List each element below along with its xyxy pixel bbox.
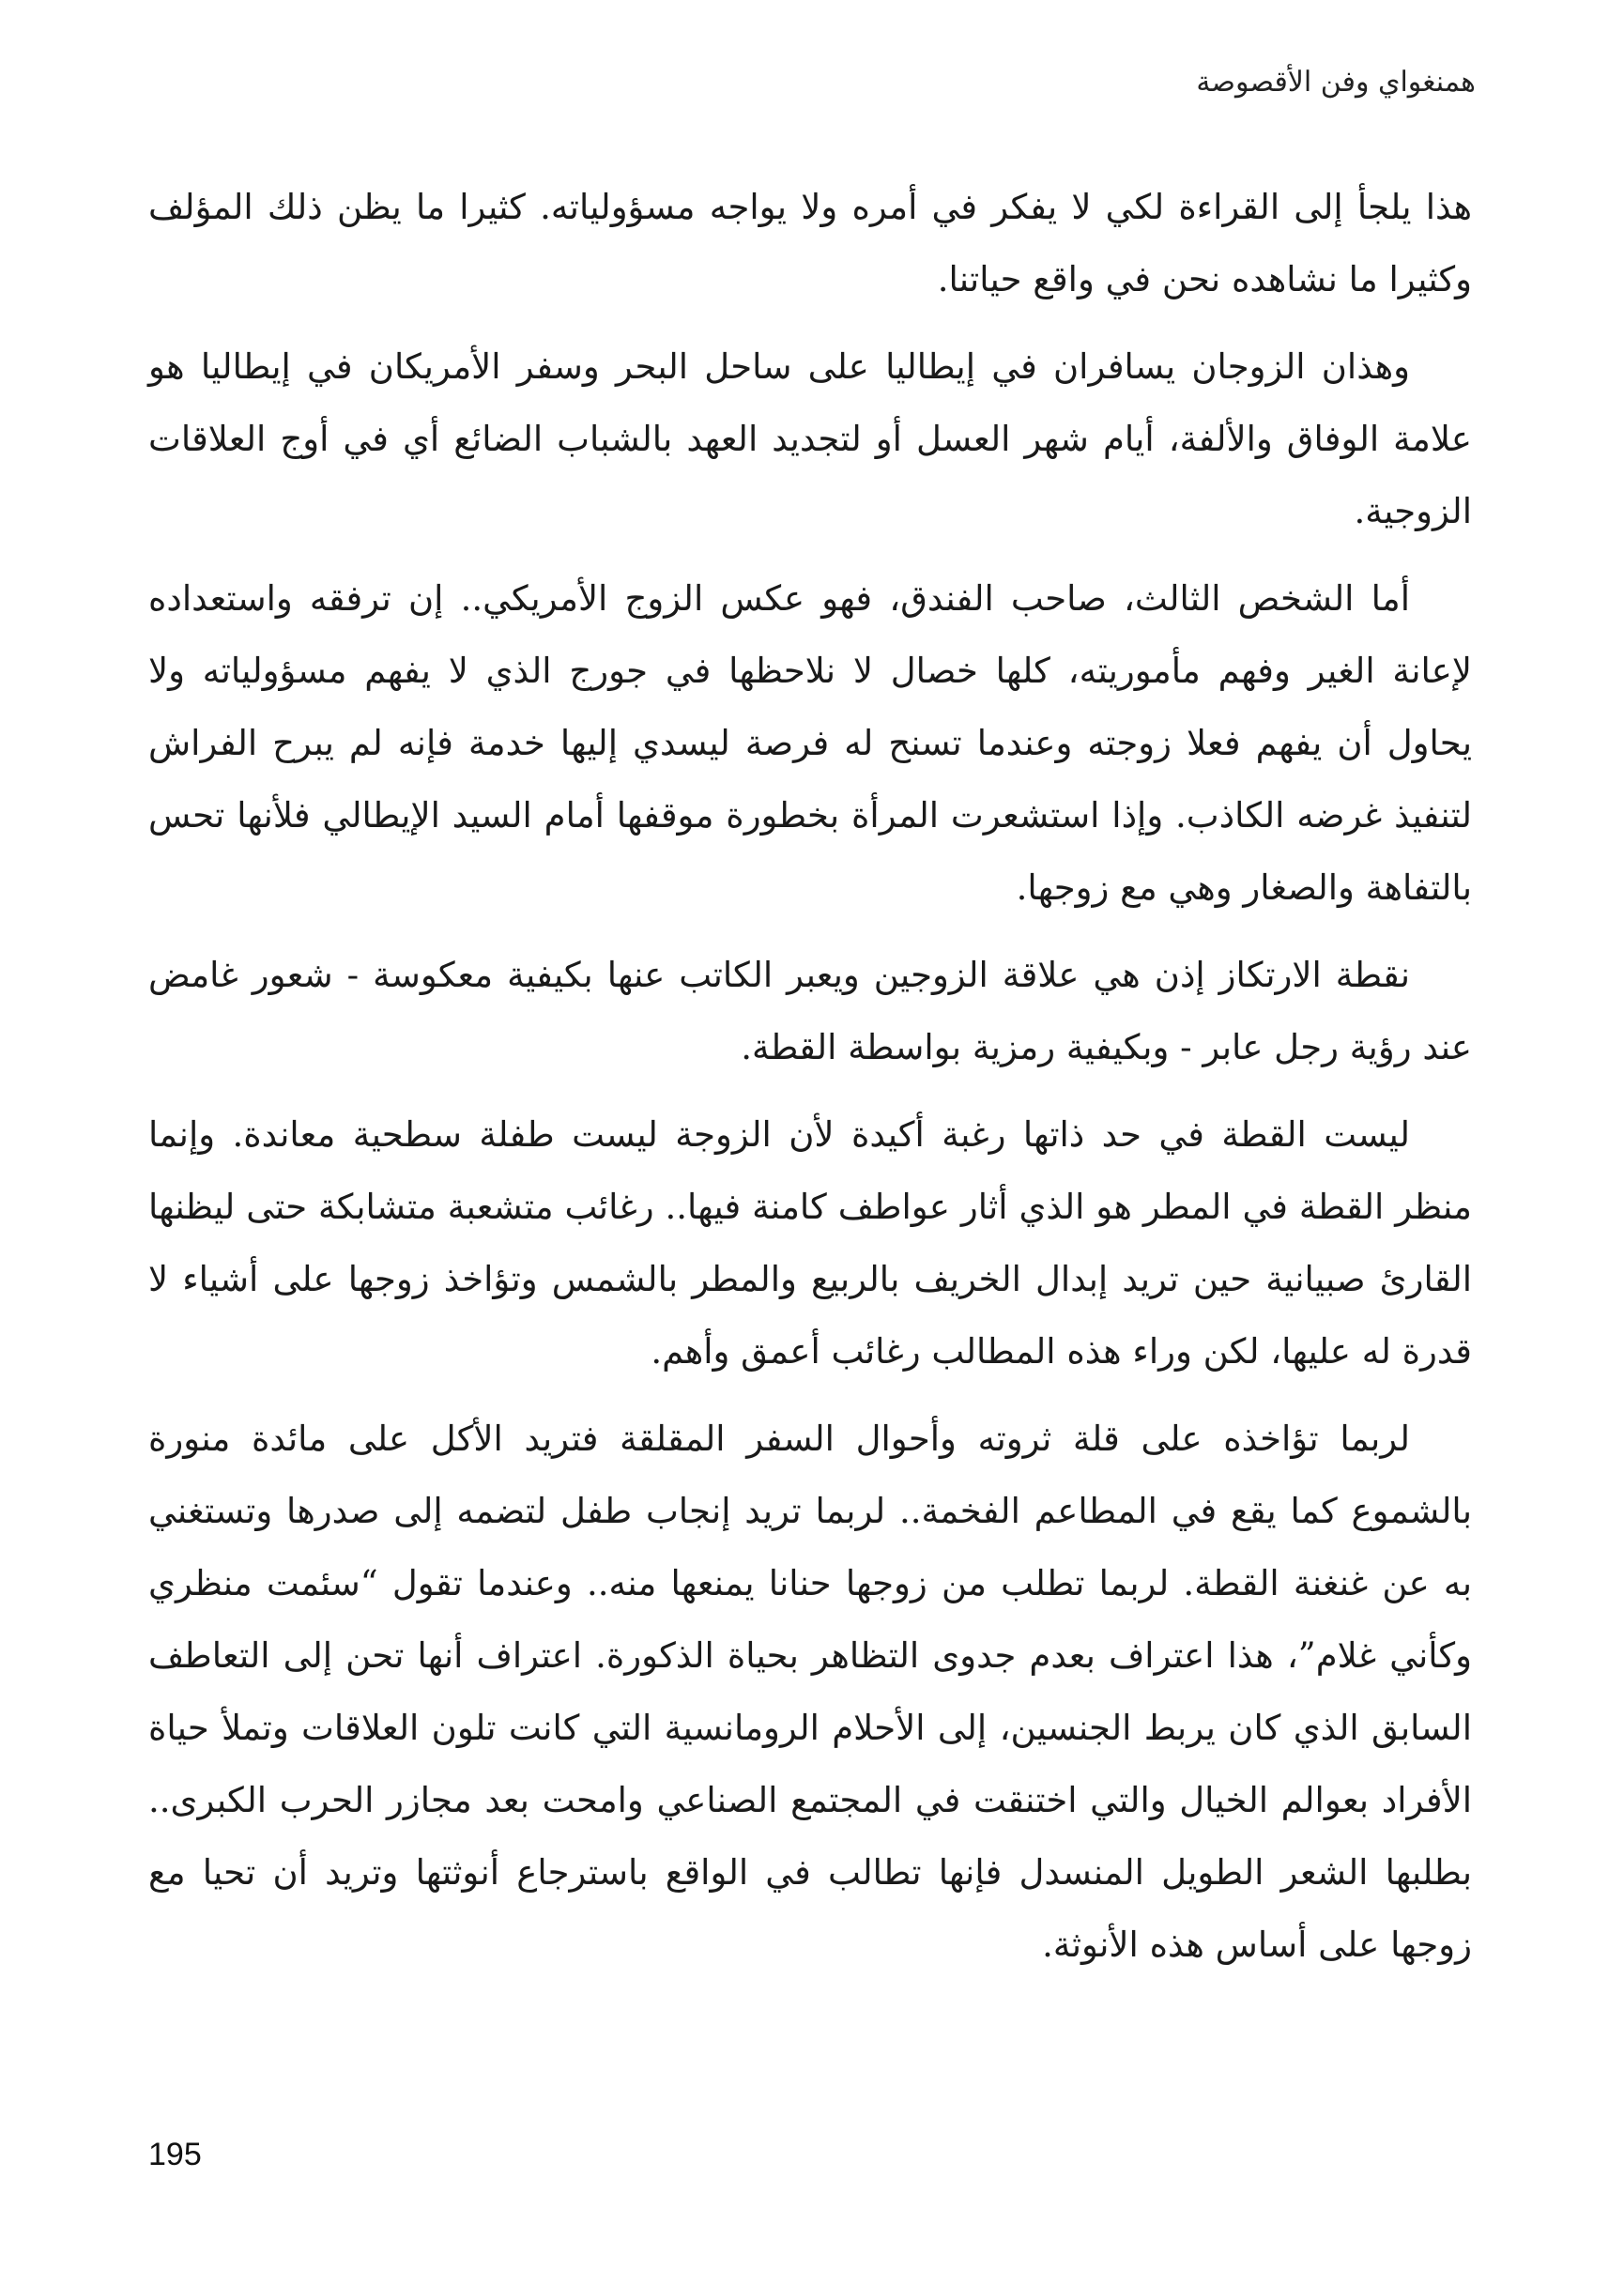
body-text <box>148 171 1472 1996</box>
paragraph-2: وهذان الزوجان يسافران في إيطاليا على ساحل البحر وسفر الأمريكان في إيطاليا هو علامة الوفاق والألفة، أيام شهر العسل أو لتجديد العهد بالشباب الضائع أي في أوج العلاقات الزوجية. <box>148 346 1472 531</box>
paragraph-3: أما الشخص الثالث، صاحب الفندق، فهو عكس الزوج الأمريكي.. إن ترفقه واستعداده لإعانة الغير وفهم مأموريته، كلها خصال لا نلاحظها في جورج الذي لا يفهم مسؤولياته ولا يحاول أن يفهم فعلا زوجته وعندما تسنح له فرصة ليسدي إليها خدمة فإنه لم يبرح الفراش لتنفيذ غرضه الكاذب. وإذا استشعرت المرأة بخطورة موقفها أمام السيد الإيطالي فلأنها تحس بالتفاهة والصغار وهي مع زوجها. <box>148 578 1472 908</box>
page-number: 195 <box>148 2137 202 2172</box>
running-header-title: همنغواي وفن الأقصوصة <box>1196 66 1476 99</box>
paragraph-5: ليست القطة في حد ذاتها رغبة أكيدة لأن الزوجة ليست طفلة سطحية معاندة. وإنما منظر القطة في المطر هو الذي أثار عواطف كامنة فيها.. رغائب متشعبة متشابكة حتى ليظنها القارئ صبيانية حين تريد إبدال الخريف بالربيع والمطر بالشمس وتؤاخذ زوجها على أشياء لا قدرة له عليها، لكن وراء هذه المطالب رغائب أعمق وأهم. <box>148 1114 1472 1372</box>
paragraph-6: لربما تؤاخذه على قلة ثروته وأحوال السفر المقلقة فتريد الأكل على مائدة منورة بالشموع كما يقع في المطاعم الفخمة.. لربما تريد إنجاب طفل لتضمه إلى صدرها وتستغني به عن غنغنة القطة. لربما تطلب من زوجها حنانا يمنعها منه.. وعندما تقول “سئمت منظري وكأني غلام”، هذا اعتراف بعدم جدوى التظاهر بحياة الذكورة. اعتراف أنها تحن إلى التعاطف السابق الذي كان يربط الجنسين، إلى الأحلام الرومانسية التي كانت تلون العلاقات وتملأ حياة الأفراد بعوالم الخيال والتي اختنقت في المجتمع الصناعي وامحت بعد مجازر الحرب الكبرى.. بطلبها الشعر الطويل المنسدل فإنها تطالب في الواقع باسترجاع أنوثتها وتريد أن تحيا مع زوجها على أساس هذه الأنوثة. <box>148 1419 1472 1965</box>
paragraph-1: هذا يلجأ إلى القراءة لكي لا يفكر في أمره ولا يواجه مسؤولياته. كثيرا ما يظن ذلك المؤلف وكثيرا ما نشاهده نحن في واقع حياتنا. <box>148 187 1472 299</box>
paragraph-4: نقطة الارتكاز إذن هي علاقة الزوجين ويعبر الكاتب عنها بكيفية معكوسة - شعور غامض عند رؤية رجل عابر - وبكيفية رمزية بواسطة القطة. <box>148 955 1472 1067</box>
